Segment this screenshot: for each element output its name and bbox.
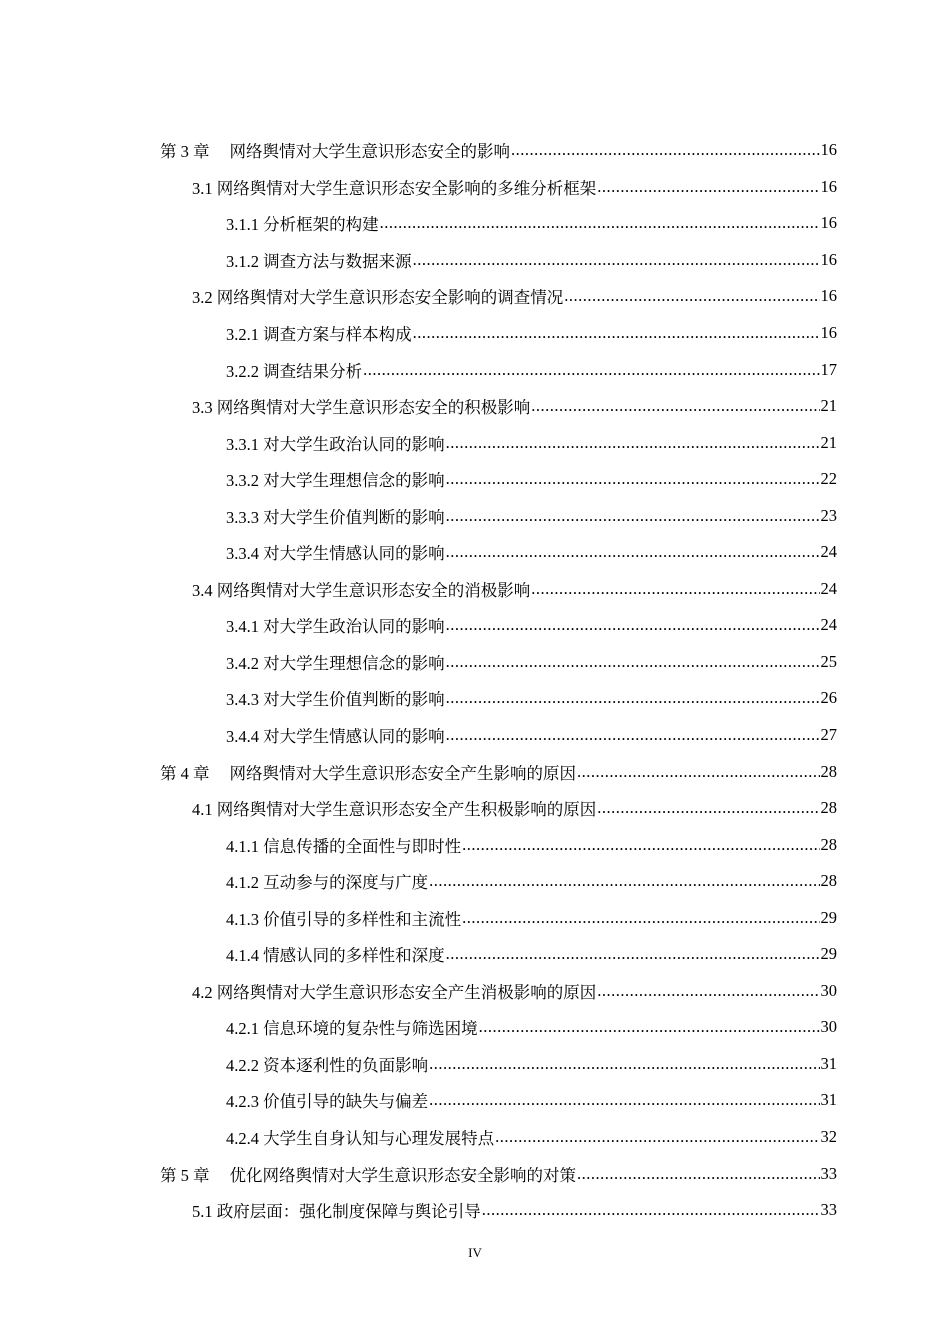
toc-entry[interactable] bbox=[0, 1046, 950, 1083]
toc-entry-text: 情感认同的多样性和深度 bbox=[263, 946, 445, 966]
toc-entry-text: 政府层面：强化制度保障与舆论引导 bbox=[216, 1202, 481, 1222]
toc-entry-page: 33 bbox=[820, 1200, 837, 1220]
toc-entry-text: 网络舆情对大学生意识形态安全影响的多维分析框架 bbox=[216, 178, 597, 198]
toc-entry-text: 对大学生政治认同的影响 bbox=[263, 434, 445, 454]
toc-entry-text: 对大学生情感认同的影响 bbox=[263, 544, 445, 564]
toc-entry[interactable] bbox=[0, 424, 950, 461]
toc-entry-text: 网络舆情对大学生意识形态安全的消极影响 bbox=[216, 580, 531, 600]
toc-entry[interactable] bbox=[0, 132, 950, 169]
toc-entry-number: 3.4.3 bbox=[226, 690, 259, 710]
page-number: IV bbox=[468, 1245, 482, 1260]
toc-entry-text: 对大学生政治认同的影响 bbox=[263, 617, 445, 637]
toc-entry-title bbox=[226, 650, 445, 674]
toc-entry-text: 价值引导的多样性和主流性 bbox=[263, 909, 462, 929]
toc-entry-number: 4.2 bbox=[192, 982, 213, 1002]
toc-entry-page: 24 bbox=[820, 542, 837, 562]
toc-entry-number: 3.1 bbox=[192, 178, 213, 198]
toc-entry-title bbox=[226, 833, 461, 857]
toc-entry-page: 16 bbox=[820, 286, 837, 306]
dot-leader bbox=[531, 579, 819, 599]
toc-entry[interactable] bbox=[0, 315, 950, 352]
toc-entry-title bbox=[226, 906, 461, 930]
toc-entry[interactable] bbox=[0, 461, 950, 498]
toc-entry-number: 3.1.1 bbox=[226, 215, 259, 235]
toc-entry[interactable] bbox=[0, 717, 950, 754]
toc-entry-number: 3.4 bbox=[192, 580, 213, 600]
toc-entry-title bbox=[226, 723, 445, 747]
toc-entry-text: 信息环境的复杂性与筛选困境 bbox=[263, 1019, 478, 1039]
toc-entry-title bbox=[160, 138, 510, 162]
dot-leader bbox=[429, 1090, 819, 1110]
toc-entry-number: 第 4 章 bbox=[160, 763, 210, 783]
dot-leader bbox=[429, 871, 819, 891]
toc-entry[interactable] bbox=[0, 644, 950, 681]
toc-entry-number: 4.1.2 bbox=[226, 873, 259, 893]
toc-entry-number: 3.2 bbox=[192, 288, 213, 308]
toc-entry-text: 资本逐利性的负面影响 bbox=[263, 1055, 429, 1075]
toc-entry-title bbox=[226, 613, 445, 637]
toc-entry-page: 17 bbox=[820, 359, 837, 379]
toc-entry-page: 31 bbox=[820, 1090, 837, 1110]
dot-leader bbox=[446, 725, 820, 745]
toc-entry-title bbox=[226, 1052, 428, 1076]
toc-entry-text: 对大学生理想信念的影响 bbox=[263, 471, 445, 491]
table-of-contents bbox=[0, 132, 950, 1228]
toc-entry-number: 3.4.4 bbox=[226, 727, 259, 747]
dot-leader bbox=[564, 286, 819, 306]
toc-entry-page: 29 bbox=[820, 944, 837, 964]
toc-entry-text: 对大学生理想信念的影响 bbox=[263, 653, 445, 673]
dot-leader bbox=[413, 250, 820, 270]
toc-entry-number: 第 5 章 bbox=[160, 1165, 210, 1185]
toc-entry[interactable] bbox=[0, 973, 950, 1010]
toc-entry[interactable] bbox=[0, 1009, 950, 1046]
toc-entry-page: 31 bbox=[820, 1053, 837, 1073]
toc-entry-text: 网络舆情对大学生意识形态安全产生消极影响的原因 bbox=[216, 982, 597, 1002]
toc-entry-page: 16 bbox=[820, 323, 837, 342]
toc-entry-page: 25 bbox=[820, 651, 837, 671]
toc-entry-number: 3.3 bbox=[192, 398, 213, 418]
dot-leader bbox=[531, 396, 819, 416]
dot-leader bbox=[446, 688, 820, 708]
toc-entry-text: 调查方法与数据来源 bbox=[263, 251, 412, 271]
toc-entry[interactable] bbox=[0, 826, 950, 863]
dot-leader bbox=[482, 1200, 820, 1220]
toc-entry-page: 24 bbox=[820, 615, 837, 635]
toc-entry-page: 26 bbox=[820, 688, 837, 708]
dot-leader bbox=[446, 469, 820, 489]
toc-entry-number: 4.2.4 bbox=[226, 1129, 259, 1149]
toc-entry-title bbox=[192, 394, 530, 418]
toc-entry[interactable] bbox=[0, 899, 950, 936]
toc-entry-page: 22 bbox=[820, 469, 837, 489]
toc-entry-number: 4.2.1 bbox=[226, 1019, 259, 1039]
toc-entry-text: 网络舆情对大学生意识形态安全影响的调查情况 bbox=[216, 288, 564, 308]
toc-entry-title bbox=[226, 358, 362, 382]
toc-entry-title bbox=[226, 942, 445, 966]
toc-entry-title bbox=[192, 284, 563, 308]
toc-entry-title bbox=[226, 1088, 428, 1112]
toc-entry-page: 16 bbox=[820, 176, 837, 196]
toc-entry[interactable] bbox=[0, 1119, 950, 1156]
dot-leader bbox=[495, 1127, 819, 1147]
dot-leader bbox=[511, 140, 820, 160]
toc-entry-number: 3.3.2 bbox=[226, 471, 259, 491]
dot-leader bbox=[577, 1164, 820, 1184]
toc-entry-number: 4.2.2 bbox=[226, 1055, 259, 1075]
toc-entry-title bbox=[226, 211, 379, 235]
toc-entry-page: 21 bbox=[820, 432, 837, 452]
dot-leader bbox=[446, 652, 820, 672]
toc-entry[interactable] bbox=[0, 534, 950, 571]
toc-entry-page: 27 bbox=[820, 725, 837, 745]
toc-entry-title bbox=[226, 686, 445, 710]
toc-entry-number: 3.3.1 bbox=[226, 434, 259, 454]
toc-entry-text: 对大学生价值判断的影响 bbox=[263, 690, 445, 710]
toc-entry-page: 30 bbox=[820, 980, 837, 1000]
toc-entry-number: 5.1 bbox=[192, 1202, 213, 1222]
toc-entry[interactable] bbox=[0, 607, 950, 644]
toc-entry-page: 24 bbox=[820, 578, 837, 598]
dot-leader bbox=[446, 542, 820, 562]
toc-entry[interactable] bbox=[0, 680, 950, 717]
dot-leader bbox=[446, 433, 820, 453]
toc-entry-text: 大学生自身认知与心理发展特点 bbox=[263, 1129, 495, 1149]
toc-entry[interactable] bbox=[0, 1082, 950, 1119]
toc-entry-number: 4.1.3 bbox=[226, 909, 259, 929]
dot-leader bbox=[446, 615, 820, 635]
dot-leader bbox=[363, 360, 819, 380]
dot-leader bbox=[462, 908, 819, 928]
toc-entry-title bbox=[226, 504, 445, 528]
dot-leader bbox=[462, 835, 819, 855]
toc-entry-title bbox=[226, 1015, 478, 1039]
toc-entry-title bbox=[192, 175, 596, 199]
toc-entry-title bbox=[192, 796, 596, 820]
toc-entry[interactable] bbox=[0, 278, 950, 315]
dot-leader bbox=[577, 762, 820, 782]
toc-entry-title bbox=[192, 979, 596, 1003]
toc-entry-text: 互动参与的深度与广度 bbox=[263, 873, 429, 893]
dot-leader bbox=[429, 1054, 819, 1074]
toc-entry-text: 网络舆情对大学生意识形态安全产生影响的原因 bbox=[229, 763, 576, 783]
dot-leader bbox=[597, 798, 819, 818]
toc-entry-text: 网络舆情对大学生意识形态安全产生积极影响的原因 bbox=[216, 800, 597, 820]
toc-entry-title bbox=[160, 760, 576, 784]
toc-entry-number: 3.2.1 bbox=[226, 325, 259, 344]
toc-entry-page: 16 bbox=[820, 213, 837, 233]
toc-entry-number: 4.1.4 bbox=[226, 946, 259, 966]
toc-entry-page: 28 bbox=[820, 761, 837, 781]
toc-entry[interactable] bbox=[0, 753, 950, 790]
toc-entry-text: 调查结果分析 bbox=[263, 361, 363, 381]
toc-entry-text: 网络舆情对大学生意识形态安全的积极影响 bbox=[216, 398, 531, 418]
toc-entry-title bbox=[192, 577, 530, 601]
toc-entry-text: 分析框架的构建 bbox=[263, 215, 379, 235]
toc-entry-title bbox=[226, 321, 412, 345]
toc-entry-page: 16 bbox=[820, 249, 837, 269]
dot-leader bbox=[597, 177, 819, 197]
toc-entry-number: 3.1.2 bbox=[226, 251, 259, 271]
toc-entry-title bbox=[226, 1125, 494, 1149]
dot-leader bbox=[380, 213, 820, 233]
toc-entry-number: 4.1 bbox=[192, 800, 213, 820]
toc-entry-page: 28 bbox=[820, 871, 837, 891]
toc-entry-number: 4.1.1 bbox=[226, 836, 259, 856]
toc-entry-page: 16 bbox=[820, 140, 837, 160]
toc-entry-page: 32 bbox=[820, 1127, 837, 1147]
toc-entry-number: 3.2.2 bbox=[226, 361, 259, 381]
toc-entry-page: 21 bbox=[820, 396, 837, 416]
dot-leader bbox=[597, 981, 819, 1001]
toc-entry-text: 调查方案与样本构成 bbox=[263, 325, 412, 344]
toc-entry-text: 优化网络舆情对大学生意识形态安全影响的对策 bbox=[229, 1165, 576, 1185]
toc-entry-title bbox=[160, 1162, 576, 1186]
toc-entry-page: 33 bbox=[820, 1163, 837, 1183]
toc-entry-page: 28 bbox=[820, 798, 837, 818]
toc-entry[interactable] bbox=[0, 169, 950, 206]
dot-leader bbox=[446, 506, 820, 526]
toc-entry[interactable] bbox=[0, 388, 950, 425]
toc-entry-page: 29 bbox=[820, 907, 837, 927]
toc-entry-number: 3.3.4 bbox=[226, 544, 259, 564]
toc-entry-page: 28 bbox=[820, 834, 837, 854]
toc-entry[interactable] bbox=[0, 571, 950, 608]
dot-leader bbox=[413, 323, 820, 343]
toc-entry-number: 第 3 章 bbox=[160, 142, 210, 162]
toc-entry-page: 23 bbox=[820, 505, 837, 525]
toc-entry[interactable] bbox=[0, 1192, 950, 1229]
dot-leader bbox=[446, 944, 820, 964]
toc-entry-title bbox=[226, 540, 445, 564]
toc-entry-text: 对大学生价值判断的影响 bbox=[263, 507, 445, 527]
toc-entry[interactable] bbox=[0, 863, 950, 900]
toc-entry-number: 3.4.1 bbox=[226, 617, 259, 637]
toc-entry-page: 30 bbox=[820, 1017, 837, 1037]
toc-entry-title bbox=[226, 869, 428, 893]
toc-entry-text: 网络舆情对大学生意识形态安全的影响 bbox=[229, 142, 510, 162]
toc-entry[interactable] bbox=[0, 936, 950, 973]
toc-entry-number: 4.2.3 bbox=[226, 1092, 259, 1112]
toc-entry[interactable] bbox=[0, 242, 950, 279]
toc-entry-number: 3.4.2 bbox=[226, 653, 259, 673]
toc-entry[interactable] bbox=[0, 351, 950, 388]
toc-entry[interactable] bbox=[0, 790, 950, 827]
toc-entry-title bbox=[226, 431, 445, 455]
toc-entry[interactable] bbox=[0, 1155, 950, 1192]
toc-entry-number: 3.3.3 bbox=[226, 507, 259, 527]
toc-entry-title bbox=[226, 248, 412, 272]
toc-entry-text: 对大学生情感认同的影响 bbox=[263, 727, 445, 747]
toc-entry-text: 信息传播的全面性与即时性 bbox=[263, 836, 462, 856]
toc-entry[interactable] bbox=[0, 497, 950, 534]
toc-entry-title bbox=[226, 467, 445, 491]
toc-entry-text: 价值引导的缺失与偏差 bbox=[263, 1092, 429, 1112]
toc-entry[interactable] bbox=[0, 205, 950, 242]
toc-entry-title bbox=[192, 1198, 481, 1222]
dot-leader bbox=[479, 1017, 820, 1037]
